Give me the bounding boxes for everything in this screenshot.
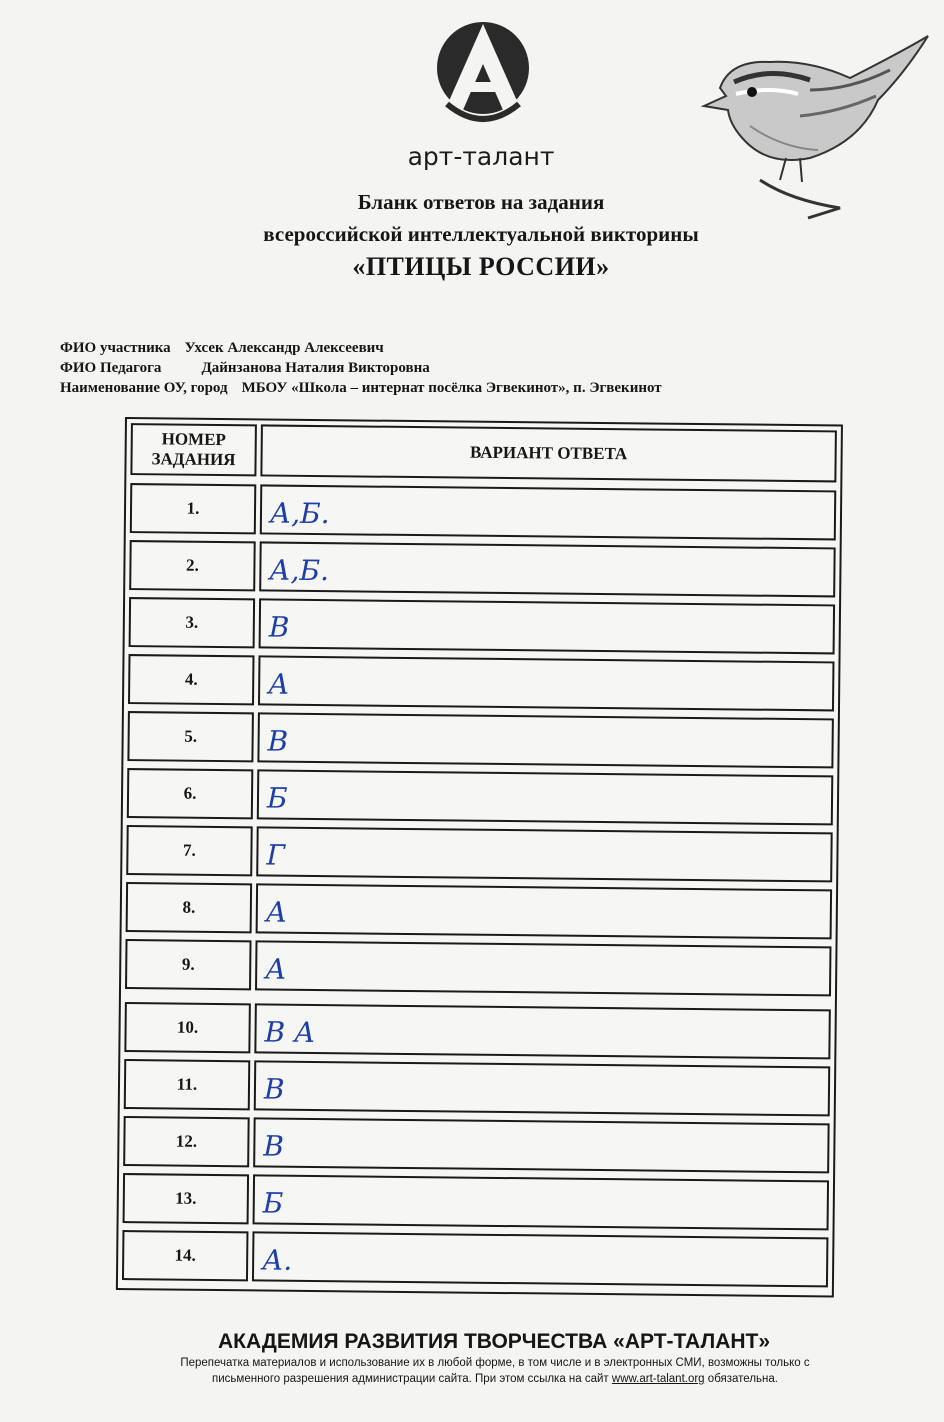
column-header-number: НОМЕР ЗАДАНИЯ (130, 423, 257, 476)
task-number: 3. (129, 597, 256, 648)
copyright-line-2-end: обязательна. (707, 1373, 778, 1385)
table-row (127, 768, 833, 825)
task-number: 2. (129, 540, 256, 591)
table-row (122, 1230, 828, 1287)
task-number: 7. (126, 825, 253, 876)
answer-cell[interactable] (252, 1231, 828, 1287)
task-number: 11. (124, 1059, 251, 1110)
copyright-note (95, 1355, 895, 1387)
answer-cell[interactable] (257, 769, 833, 825)
task-number: 10. (124, 1002, 251, 1053)
task-number: 9. (125, 939, 252, 990)
school-row (60, 380, 662, 397)
answer-cell[interactable] (256, 883, 832, 939)
table-row (129, 597, 835, 654)
table-row (124, 1059, 830, 1116)
school-label: Наименование ОУ, город (60, 380, 228, 396)
quiz-name: «ПТИЦЫ РОССИИ» (352, 252, 610, 281)
handwritten-answer: А (265, 952, 287, 986)
answer-cell[interactable] (255, 940, 831, 996)
handwritten-answer: А,Б. (269, 553, 330, 588)
handwritten-answer: А (268, 667, 290, 701)
teacher-name: Дайнзанова Наталия Викторовна (201, 360, 430, 376)
participant-row (60, 340, 384, 357)
answer-cell[interactable] (253, 1117, 829, 1173)
table-row (125, 939, 831, 996)
answer-table (116, 417, 843, 1297)
table-row (129, 540, 835, 597)
copyright-line-1: Перепечатка материалов и использование их в любой форме, в том числе и в электронных СМИ, возможны только с (180, 1357, 810, 1369)
table-row (127, 711, 833, 768)
table-row (123, 1116, 829, 1173)
teacher-row (60, 360, 430, 377)
teacher-label: ФИО Педагога (60, 360, 162, 376)
task-number: 13. (123, 1173, 250, 1224)
handwritten-answer: Б (262, 1186, 284, 1220)
table-row (126, 882, 832, 939)
handwritten-answer: А. (262, 1243, 293, 1277)
sheet-title: Бланк ответов на задания (357, 190, 605, 214)
handwritten-answer: А,Б. (269, 496, 330, 531)
task-number: 12. (123, 1116, 250, 1167)
handwritten-answer: А (265, 895, 288, 929)
bird-illustration (690, 30, 930, 220)
handwritten-answer: Б (266, 781, 288, 815)
handwritten-answer: Г (266, 838, 286, 872)
handwritten-answer: В (263, 1129, 285, 1163)
task-number: 6. (127, 768, 254, 819)
copyright-line-2-start: письменного разрешения администрации сайта. При этом ссылка на сайт (212, 1373, 609, 1385)
answer-cell[interactable] (256, 826, 832, 882)
task-number: 14. (122, 1230, 249, 1281)
answer-cell[interactable] (260, 484, 836, 540)
handwritten-answer: В (263, 1072, 285, 1106)
sheet-subtitle: всероссийской интеллектуальной викторины (263, 222, 699, 246)
participant-label: ФИО участника (60, 340, 171, 356)
copyright-line-2 (95, 1371, 895, 1387)
task-number: 1. (130, 483, 257, 534)
task-number: 4. (128, 654, 255, 705)
task-number: 8. (126, 882, 253, 933)
table-row (130, 483, 836, 540)
column-header-answer: ВАРИАНТ ОТВЕТА (260, 424, 837, 482)
site-link[interactable]: www.art-talant.org (611, 1373, 705, 1385)
table-row (128, 654, 834, 711)
answer-cell[interactable] (259, 598, 835, 654)
brand-name: арт-талант (407, 142, 555, 171)
school-name: МБОУ «Школа – интернат посёлка Эгвекинот», п. Эгвекинот (241, 380, 662, 396)
answer-cell[interactable] (258, 655, 834, 711)
answer-cell[interactable] (254, 1003, 830, 1059)
table-header (130, 423, 837, 482)
answer-cell[interactable] (259, 541, 835, 597)
table-row (123, 1173, 829, 1230)
table-row (124, 1002, 830, 1059)
handwritten-answer: В А (264, 1015, 316, 1050)
handwritten-answer: В (267, 724, 289, 758)
academy-title: АКАДЕМИЯ РАЗВИТИЯ ТВОРЧЕСТВА «АРТ-ТАЛАНТ» (217, 1330, 771, 1353)
task-number: 5. (127, 711, 254, 762)
art-talant-logo (433, 18, 533, 134)
handwritten-answer: В (268, 610, 290, 644)
answer-cell[interactable] (253, 1174, 829, 1230)
answer-cell[interactable] (254, 1060, 830, 1116)
answer-cell[interactable] (257, 712, 833, 768)
table-row (126, 825, 832, 882)
participant-name: Ухсек Александр Алексеевич (184, 340, 384, 356)
